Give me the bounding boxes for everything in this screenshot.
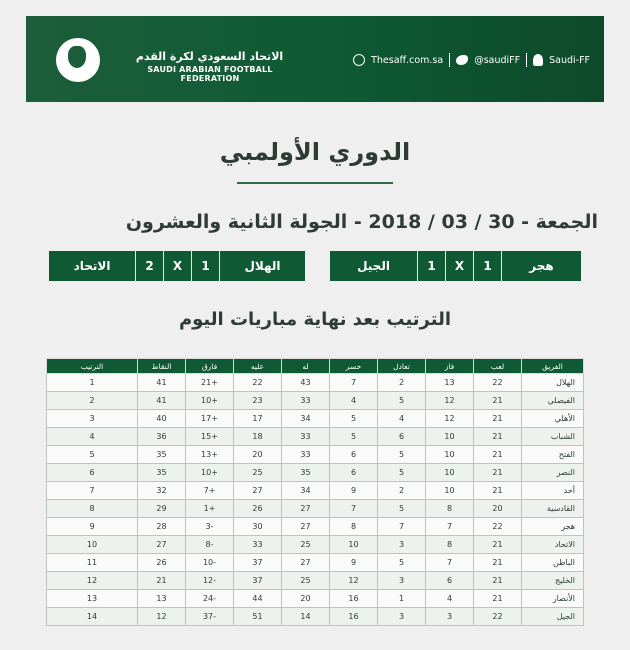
table-row <box>47 536 584 554</box>
table-row <box>47 572 584 590</box>
table-cell: -12 <box>186 572 234 590</box>
table-cell: 25 <box>234 464 282 482</box>
table-cell: 4 <box>426 590 474 608</box>
table-cell: 17 <box>234 410 282 428</box>
table-cell: 7 <box>378 518 426 536</box>
table-cell: 7 <box>330 374 378 392</box>
table-header-row <box>47 359 584 374</box>
table-cell: 16 <box>330 608 378 626</box>
table-cell: 12 <box>330 572 378 590</box>
table-cell: 1 <box>47 374 138 392</box>
table-cell: +7 <box>186 482 234 500</box>
table-row <box>47 410 584 428</box>
column-header: له <box>282 359 330 374</box>
table-cell: 22 <box>474 374 522 392</box>
table-cell: 27 <box>282 518 330 536</box>
team-name-cell: الفيصلي <box>522 392 584 410</box>
home-team: الهلال <box>219 251 305 281</box>
table-row <box>47 482 584 500</box>
table-cell: 12 <box>47 572 138 590</box>
table-cell: 21 <box>474 428 522 446</box>
table-cell: 21 <box>474 410 522 428</box>
table-cell: 2 <box>378 374 426 392</box>
table-cell: 37 <box>234 572 282 590</box>
table-cell: 13 <box>426 374 474 392</box>
table-cell: 8 <box>330 518 378 536</box>
table-cell: 9 <box>330 482 378 500</box>
table-cell: 10 <box>426 446 474 464</box>
table-cell: 32 <box>138 482 186 500</box>
column-header: فارق <box>186 359 234 374</box>
table-cell: 33 <box>282 392 330 410</box>
snapchat-icon <box>533 54 543 66</box>
table-cell: 34 <box>282 410 330 428</box>
table-cell: 7 <box>47 482 138 500</box>
table-cell: -24 <box>186 590 234 608</box>
table-row <box>47 428 584 446</box>
table-cell: 6 <box>330 446 378 464</box>
table-cell: 10 <box>47 536 138 554</box>
table-cell: 6 <box>330 464 378 482</box>
column-header: الفريق <box>522 359 584 374</box>
table-cell: 35 <box>138 464 186 482</box>
table-cell: 21 <box>138 572 186 590</box>
header-banner <box>26 16 604 102</box>
table-row <box>47 464 584 482</box>
table-cell: 34 <box>282 482 330 500</box>
table-cell: 9 <box>47 518 138 536</box>
away-score: 1 <box>417 251 445 281</box>
table-cell: 18 <box>234 428 282 446</box>
table-cell: 21 <box>474 446 522 464</box>
table-cell: 8 <box>47 500 138 518</box>
column-header: خسر <box>330 359 378 374</box>
table-cell: 21 <box>474 554 522 572</box>
table-cell: 10 <box>330 536 378 554</box>
table-row <box>47 608 584 626</box>
table-cell: 30 <box>234 518 282 536</box>
table-cell: 8 <box>426 536 474 554</box>
table-cell: +10 <box>186 392 234 410</box>
table-row <box>47 500 584 518</box>
team-name-cell: الاتحاد <box>522 536 584 554</box>
column-header: النقاط <box>138 359 186 374</box>
home-team: هجر <box>501 251 581 281</box>
table-cell: 26 <box>138 554 186 572</box>
score-separator: X <box>163 251 191 281</box>
table-cell: 20 <box>234 446 282 464</box>
federation-logo-icon <box>56 38 100 82</box>
table-cell: 40 <box>138 410 186 428</box>
table-cell: -8 <box>186 536 234 554</box>
divider <box>449 53 450 67</box>
table-cell: -37 <box>186 608 234 626</box>
table-cell: 41 <box>138 374 186 392</box>
team-name-cell: الهلال <box>522 374 584 392</box>
table-cell: 16 <box>330 590 378 608</box>
table-cell: 3 <box>378 536 426 554</box>
table-cell: 2 <box>47 392 138 410</box>
table-cell: 12 <box>426 392 474 410</box>
match-result <box>49 251 305 281</box>
table-cell: 13 <box>47 590 138 608</box>
team-name-cell: هجر <box>522 518 584 536</box>
column-header: فاز <box>426 359 474 374</box>
table-row <box>47 392 584 410</box>
table-cell: 41 <box>138 392 186 410</box>
table-cell: 20 <box>282 590 330 608</box>
divider <box>526 53 527 67</box>
table-cell: 43 <box>282 374 330 392</box>
table-cell: 13 <box>138 590 186 608</box>
table-cell: 6 <box>378 428 426 446</box>
table-cell: 7 <box>330 500 378 518</box>
table-cell: 12 <box>426 410 474 428</box>
table-row <box>47 446 584 464</box>
table-cell: 3 <box>378 608 426 626</box>
table-cell: 6 <box>426 572 474 590</box>
table-cell: 33 <box>234 536 282 554</box>
twitter-icon <box>456 55 468 65</box>
table-cell: 51 <box>234 608 282 626</box>
table-cell: 2 <box>378 482 426 500</box>
table-cell: 33 <box>282 428 330 446</box>
table-cell: 21 <box>474 536 522 554</box>
table-cell: +13 <box>186 446 234 464</box>
table-cell: 21 <box>474 392 522 410</box>
twitter-link[interactable]: @saudiFF <box>474 54 521 66</box>
match-result <box>330 251 581 281</box>
standings-title: الترتيب بعد نهاية مباريات اليوم <box>178 309 452 330</box>
table-cell: 9 <box>330 554 378 572</box>
federation-name-ar: الاتحاد السعودي لكرة القدم <box>135 50 284 63</box>
social-links <box>353 53 590 67</box>
table-cell: 21 <box>474 590 522 608</box>
column-header: الترتيب <box>47 359 138 374</box>
table-cell: 35 <box>138 446 186 464</box>
team-name-cell: القادسية <box>522 500 584 518</box>
title-underline <box>237 182 393 184</box>
table-cell: 7 <box>426 554 474 572</box>
table-cell: 21 <box>474 572 522 590</box>
table-cell: 20 <box>474 500 522 518</box>
table-cell: 4 <box>330 392 378 410</box>
table-cell: 14 <box>47 608 138 626</box>
table-cell: 8 <box>426 500 474 518</box>
table-cell: 3 <box>378 572 426 590</box>
table-cell: 10 <box>426 464 474 482</box>
team-name-cell: أحد <box>522 482 584 500</box>
column-header: عليه <box>234 359 282 374</box>
table-cell: 35 <box>282 464 330 482</box>
team-name-cell: النصر <box>522 464 584 482</box>
table-cell: 14 <box>282 608 330 626</box>
home-score: 1 <box>473 251 501 281</box>
globe-icon <box>353 54 365 66</box>
table-cell: 5 <box>378 392 426 410</box>
table-cell: 6 <box>47 464 138 482</box>
snapchat-link[interactable]: Saudi-FF <box>549 54 590 66</box>
table-cell: 10 <box>426 482 474 500</box>
table-cell: 22 <box>234 374 282 392</box>
table-cell: 27 <box>282 500 330 518</box>
team-name-cell: الأهلي <box>522 410 584 428</box>
standings-table <box>46 358 584 626</box>
table-cell: 26 <box>234 500 282 518</box>
table-cell: 36 <box>138 428 186 446</box>
table-cell: 7 <box>426 518 474 536</box>
table-cell: +10 <box>186 464 234 482</box>
team-name-cell: الجيل <box>522 608 584 626</box>
away-team: الاتحاد <box>73 259 111 273</box>
table-cell: 4 <box>378 410 426 428</box>
team-name-cell: الباطن <box>522 554 584 572</box>
away-score: 2 <box>135 251 163 281</box>
federation-name-en: SAUDI ARABIAN FOOTBALL FEDERATION <box>147 65 273 83</box>
table-cell: +21 <box>186 374 234 392</box>
table-cell: +17 <box>186 410 234 428</box>
table-cell: 44 <box>234 590 282 608</box>
column-header: لعب <box>474 359 522 374</box>
table-cell: 5 <box>330 410 378 428</box>
table-cell: 5 <box>378 554 426 572</box>
table-cell: 3 <box>426 608 474 626</box>
team-name-cell: الشباب <box>522 428 584 446</box>
table-cell: 33 <box>282 446 330 464</box>
table-cell: 25 <box>282 536 330 554</box>
matchday-info: الجمعة - 30 / 03 / 2018 - الجولة الثانية والعشرون <box>125 211 598 233</box>
page-title: الدوري الأولمبي <box>219 138 411 166</box>
table-cell: 3 <box>47 410 138 428</box>
table-cell: 12 <box>138 608 186 626</box>
table-cell: 23 <box>234 392 282 410</box>
table-row <box>47 554 584 572</box>
table-cell: 10 <box>426 428 474 446</box>
table-cell: 1 <box>378 590 426 608</box>
table-cell: 27 <box>234 482 282 500</box>
table-cell: +1 <box>186 500 234 518</box>
website-link[interactable]: Thesaff.com.sa <box>371 54 444 66</box>
table-cell: 5 <box>378 464 426 482</box>
away-team: الجيل <box>357 259 390 273</box>
table-cell: 29 <box>138 500 186 518</box>
table-cell: 5 <box>378 500 426 518</box>
table-cell: 27 <box>138 536 186 554</box>
table-cell: 37 <box>234 554 282 572</box>
table-cell: +15 <box>186 428 234 446</box>
table-cell: 5 <box>378 446 426 464</box>
table-row <box>47 374 584 392</box>
table-cell: 28 <box>138 518 186 536</box>
table-cell: 4 <box>47 428 138 446</box>
table-cell: 5 <box>47 446 138 464</box>
table-cell: 27 <box>282 554 330 572</box>
team-name-cell: الخليج <box>522 572 584 590</box>
table-cell: 5 <box>330 428 378 446</box>
column-header: تعادل <box>378 359 426 374</box>
table-cell: 11 <box>47 554 138 572</box>
team-name-cell: الأنصار <box>522 590 584 608</box>
team-name-cell: الفتح <box>522 446 584 464</box>
table-row <box>47 518 584 536</box>
home-score: 1 <box>191 251 219 281</box>
table-cell: -10 <box>186 554 234 572</box>
table-cell: 22 <box>474 608 522 626</box>
table-row <box>47 590 584 608</box>
table-cell: 21 <box>474 482 522 500</box>
score-separator: X <box>445 251 473 281</box>
table-cell: -3 <box>186 518 234 536</box>
table-cell: 21 <box>474 464 522 482</box>
table-cell: 22 <box>474 518 522 536</box>
table-cell: 25 <box>282 572 330 590</box>
